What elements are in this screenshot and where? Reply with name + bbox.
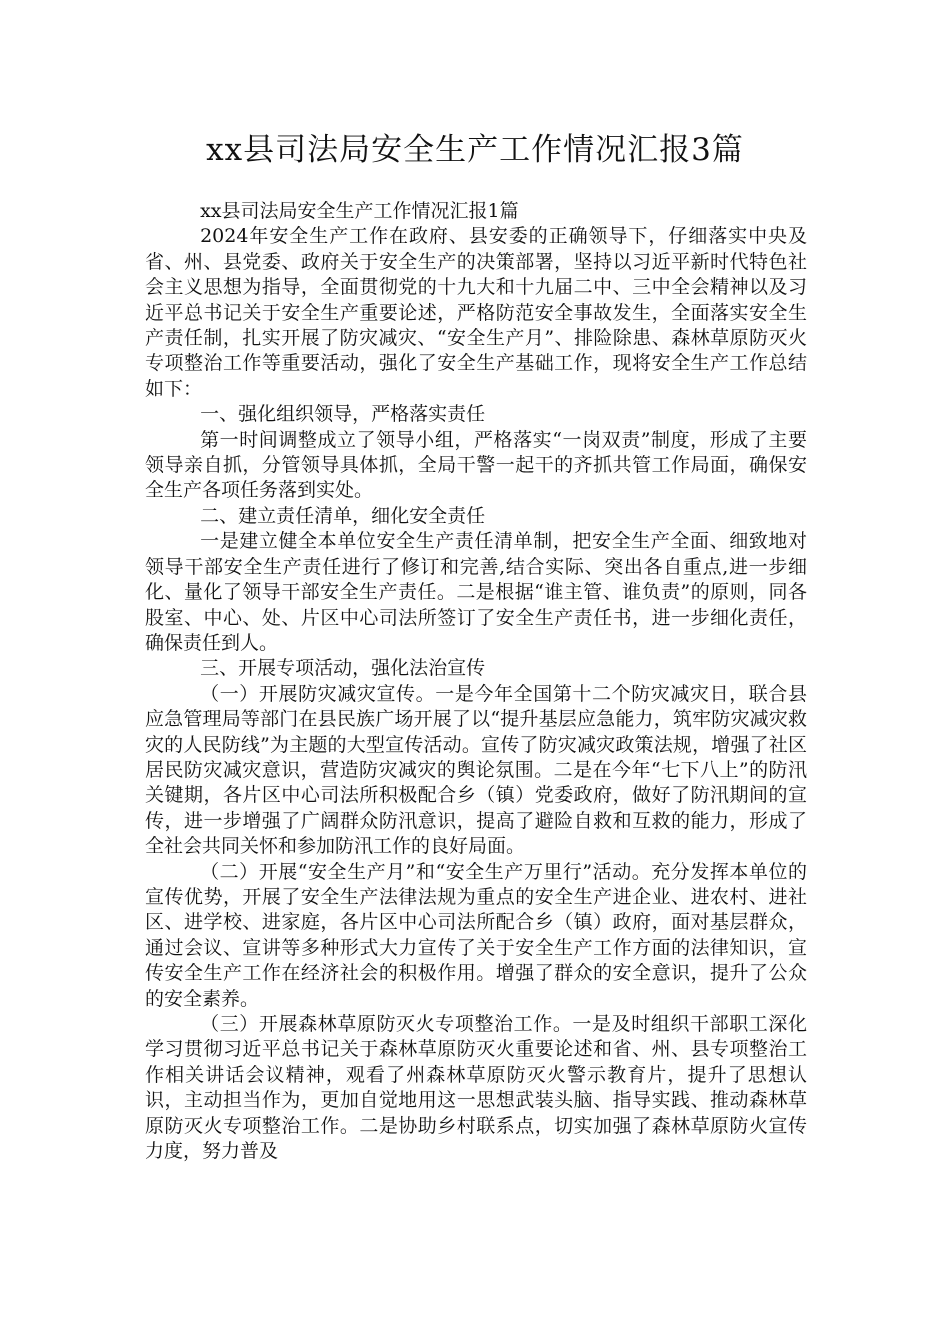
paragraph: 第一时间调整成立了领导小组，严格落实“一岗双责”制度，形成了主要领导亲自抓，分管领导具体抓，全局干警一起干的齐抓共管工作局面，确保安全生产各项任务落到实处。 bbox=[145, 428, 807, 502]
heading-1: 一、强化组织领导，严格落实责任 bbox=[200, 403, 486, 426]
paragraph: 2024年安全生产工作在政府、县安委的正确领导下，仔细落实中央及省、州、县党委、政府关于安全生产的决策部署，坚持以习近平新时代特色社会主义思想为指导，全面贯彻党的十九大和十九届二中、三中全会精神以及习近平总书记关于安全生产重要论述，严格防范安全事故发生，全面落实安全生产责任制，扎实开展了防灾减灾、“安全生产月”、排险除患、森林草原防灭火专项整治工作等重要活动，强化了安全生产基础工作，现将安全生产工作总结如下： bbox=[145, 225, 807, 400]
section-title: xx县司法局安全生产工作情况汇报1篇 bbox=[200, 200, 519, 222]
heading-2: 二、建立责任清单，细化安全责任 bbox=[200, 504, 486, 527]
paragraph: （三）开展森林草原防灭火专项整治工作。一是及时组织干部职工深化学习贯彻习近平总书记关于森林草原防灭火重要论述和省、州、县专项整治工作相关讲话会议精神，观看了州森林草原防灭火警示教育片，提升了思想认识，主动担当作为，更加自觉地用这一思想武装头脑、指导实践、推动森林草原防灭火专项整治工作。二是协助乡村联系点，切实加强了森林草原防火宣传力度，努力普及 bbox=[145, 1013, 807, 1163]
document-title: xx县司法局安全生产工作情况汇报3篇 bbox=[206, 132, 744, 168]
heading-3: 三、开展专项活动，强化法治宣传 bbox=[200, 657, 486, 680]
paragraph: 一是建立健全本单位安全生产责任清单制，把安全生产全面、细致地对领导干部安全生产责任进行了修订和完善,结合实际、突出各自重点,进一步细化、量化了领导干部安全生产责任。二是根据“谁主管、谁负责”的原则，同各股室、中心、处、片区中心司法所签订了安全生产责任书，进一步细化责任，确保责任到人。 bbox=[145, 530, 807, 654]
document-body bbox=[145, 199, 807, 1164]
paragraph: （一）开展防灾减灾宣传。一是今年全国第十二个防灾减灾日，联合县应急管理局等部门在县民族广场开展了以“提升基层应急能力，筑牢防灾减灾救灾的人民防线”为主题的大型宣传活动。宣传了防灾减灾政策法规，增强了社区居民防灾减灾意识，营造防灾减灾的舆论氛围。二是在今年“七下八上”的防汛关键期，各片区中心司法所积极配合乡（镇）党委政府，做好了防汛期间的宣传，进一步增强了广阔群众防汛意识，提高了避险自救和互救的能力，形成了全社会共同关怀和参加防汛工作的良好局面。 bbox=[145, 682, 807, 858]
paragraph: （二）开展“安全生产月”和“安全生产万里行”活动。充分发挥本单位的宣传优势，开展了安全生产法律法规为重点的安全生产进企业、进农村、进社区、进学校、进家庭，各片区中心司法所配合乡（镇）政府，面对基层群众，通过会议、宣讲等多种形式大力宣传了关于安全生产工作方面的法律知识，宣传安全生产工作在经济社会的积极作用。增强了群众的安全意识，提升了公众的安全素养。 bbox=[145, 860, 807, 1010]
